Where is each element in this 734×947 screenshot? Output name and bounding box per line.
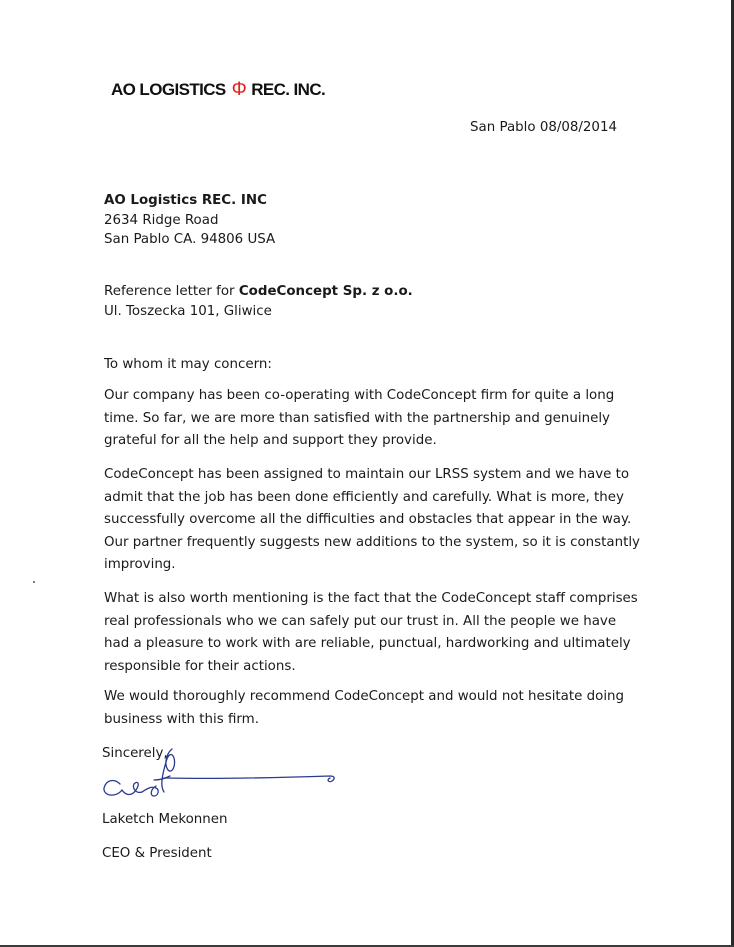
letterhead-logo	[111, 79, 325, 101]
letterhead-symbol: Φ	[231, 79, 247, 100]
closing: Sincerely,	[102, 746, 168, 761]
signer-title: CEO & President	[102, 846, 212, 861]
salutation: To whom it may concern:	[104, 357, 272, 372]
paragraph-line: business with this firm.	[104, 711, 259, 727]
scan-speck	[33, 581, 35, 583]
letter-date: San Pablo 08/08/2014	[470, 120, 617, 135]
paragraph-line: time. So far, we are more than satisfied with the partnership and genuinely	[104, 410, 610, 426]
reference-address: Ul. Toszecka 101, Gliwice	[104, 303, 272, 319]
recipient-city: San Pablo CA. 94806 USA	[104, 232, 276, 247]
body-paragraph	[104, 686, 624, 731]
paragraph-line: grateful for all the help and support they provide.	[104, 433, 437, 449]
paragraph-line: responsible for their actions.	[104, 658, 296, 674]
letterhead-company: AO LOGISTICS	[111, 80, 226, 99]
paragraph-line: real professionals who we can safely put our trust in. All the people we have	[104, 613, 617, 629]
paragraph-line: admit that the job has been done efficiently and carefully. What is more, they	[104, 489, 624, 505]
reference-line	[104, 282, 413, 302]
reference-company: CodeConcept Sp. z o.o.	[238, 284, 413, 299]
paragraph-line: CodeConcept has been assigned to maintain our LRSS system and we have to	[104, 467, 630, 482]
paragraph-line: improving.	[104, 557, 176, 573]
recipient-name: AO Logistics REC. INC	[104, 193, 267, 208]
signer-name: Laketch Mekonnen	[102, 812, 228, 827]
reference-block	[104, 282, 413, 321]
letterhead-suffix: REC. INC.	[251, 80, 326, 99]
paragraph-line: had a pleasure to work with are reliable, punctual, hardworking and ultimately	[104, 636, 631, 652]
paragraph-line: Our company has been co-operating with CodeConcept firm for quite a long	[104, 388, 615, 403]
paragraph-line: successfully overcome all the difficulties and obstacles that appear in the way.	[104, 512, 632, 528]
handwritten-signature	[98, 746, 348, 806]
paragraph-line: What is also worth mentioning is the fact that the CodeConcept staff comprises	[104, 591, 638, 606]
recipient-street: 2634 Ridge Road	[104, 212, 219, 228]
paragraph-line: We would thoroughly recommend CodeConcept and would not hesitate doing	[104, 689, 625, 704]
reference-prefix: Reference letter for	[104, 284, 239, 299]
body-paragraph	[104, 385, 624, 453]
recipient-address	[104, 191, 275, 250]
body-paragraph	[104, 464, 640, 577]
body-paragraph	[104, 588, 638, 678]
paragraph-line: Our partner frequently suggests new additions to the system, so it is constantly	[104, 534, 640, 550]
